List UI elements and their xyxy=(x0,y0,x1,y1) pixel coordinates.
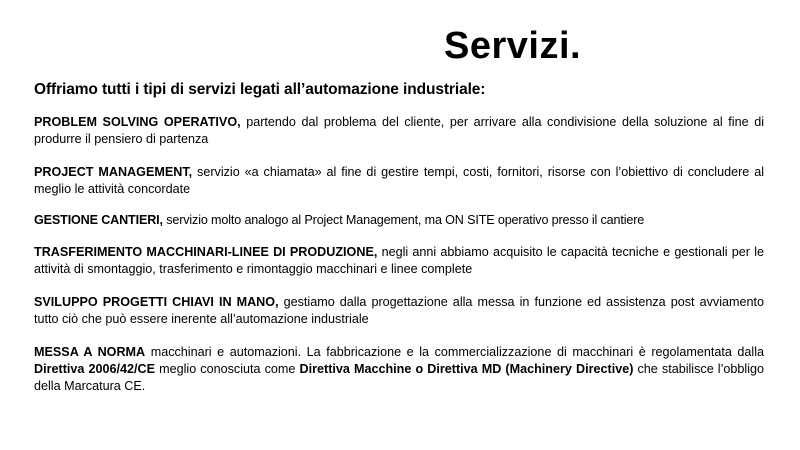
service-description: gestiamo dalla progettazione alla messa in funzione ed assistenza post avviamento tutto ciò che può essere inerente all’automazione industriale xyxy=(34,295,764,326)
service-heading: PROJECT MANAGEMENT, xyxy=(34,165,193,179)
page-title: Servizi. xyxy=(444,25,582,67)
service-gestione-cantieri xyxy=(34,212,764,229)
service-problem-solving xyxy=(34,114,764,148)
service-heading: GESTIONE CANTIERI, xyxy=(34,213,163,227)
service-description: negli anni abbiamo acquisito le capacità tecniche e gestionali per le attività di smontaggio, trasferimento e rimontaggio macchinari e linee complete xyxy=(34,245,764,276)
service-heading: TRASFERIMENTO MACCHINARI-LINEE DI PRODUZIONE, xyxy=(34,245,378,259)
service-description: partendo dal problema del cliente, per arrivare alla condivisione della soluzione al fine di produrre il pensiero di partenza xyxy=(34,115,764,146)
service-heading: PROBLEM SOLVING OPERATIVO, xyxy=(34,115,241,129)
service-sviluppo-progetti xyxy=(34,294,764,328)
service-messa-a-norma xyxy=(34,344,764,395)
service-heading: MESSA A NORMA xyxy=(34,345,146,359)
directive-reference: Direttiva 2006/42/CE xyxy=(34,362,156,376)
service-description: meglio conosciuta come xyxy=(155,362,300,376)
service-description: servizio «a chiamata» al fine di gestire tempi, costi, fornitori, risorse con l’obiettivo di concludere al meglio le attività concordate xyxy=(34,165,765,196)
service-description: che stabilisce l’obbligo della Marcatura CE. xyxy=(34,362,764,393)
service-heading: SVILUPPO PROGETTI CHIAVI IN MANO, xyxy=(34,295,279,309)
directive-name: Direttiva Macchine o Direttiva MD (Machinery Directive) xyxy=(299,362,634,376)
service-trasferimento-macchinari xyxy=(34,244,764,278)
intro-text: Offriamo tutti i tipi di servizi legati all’automazione industriale: xyxy=(34,81,486,98)
service-description: macchinari e automazioni. La fabbricazione e la commercializzazione di macchinari è regolamentata dalla xyxy=(145,345,765,359)
service-project-management xyxy=(34,164,764,198)
service-description: servizio molto analogo al Project Management, ma ON SITE operativo presso il cantiere xyxy=(162,213,645,227)
